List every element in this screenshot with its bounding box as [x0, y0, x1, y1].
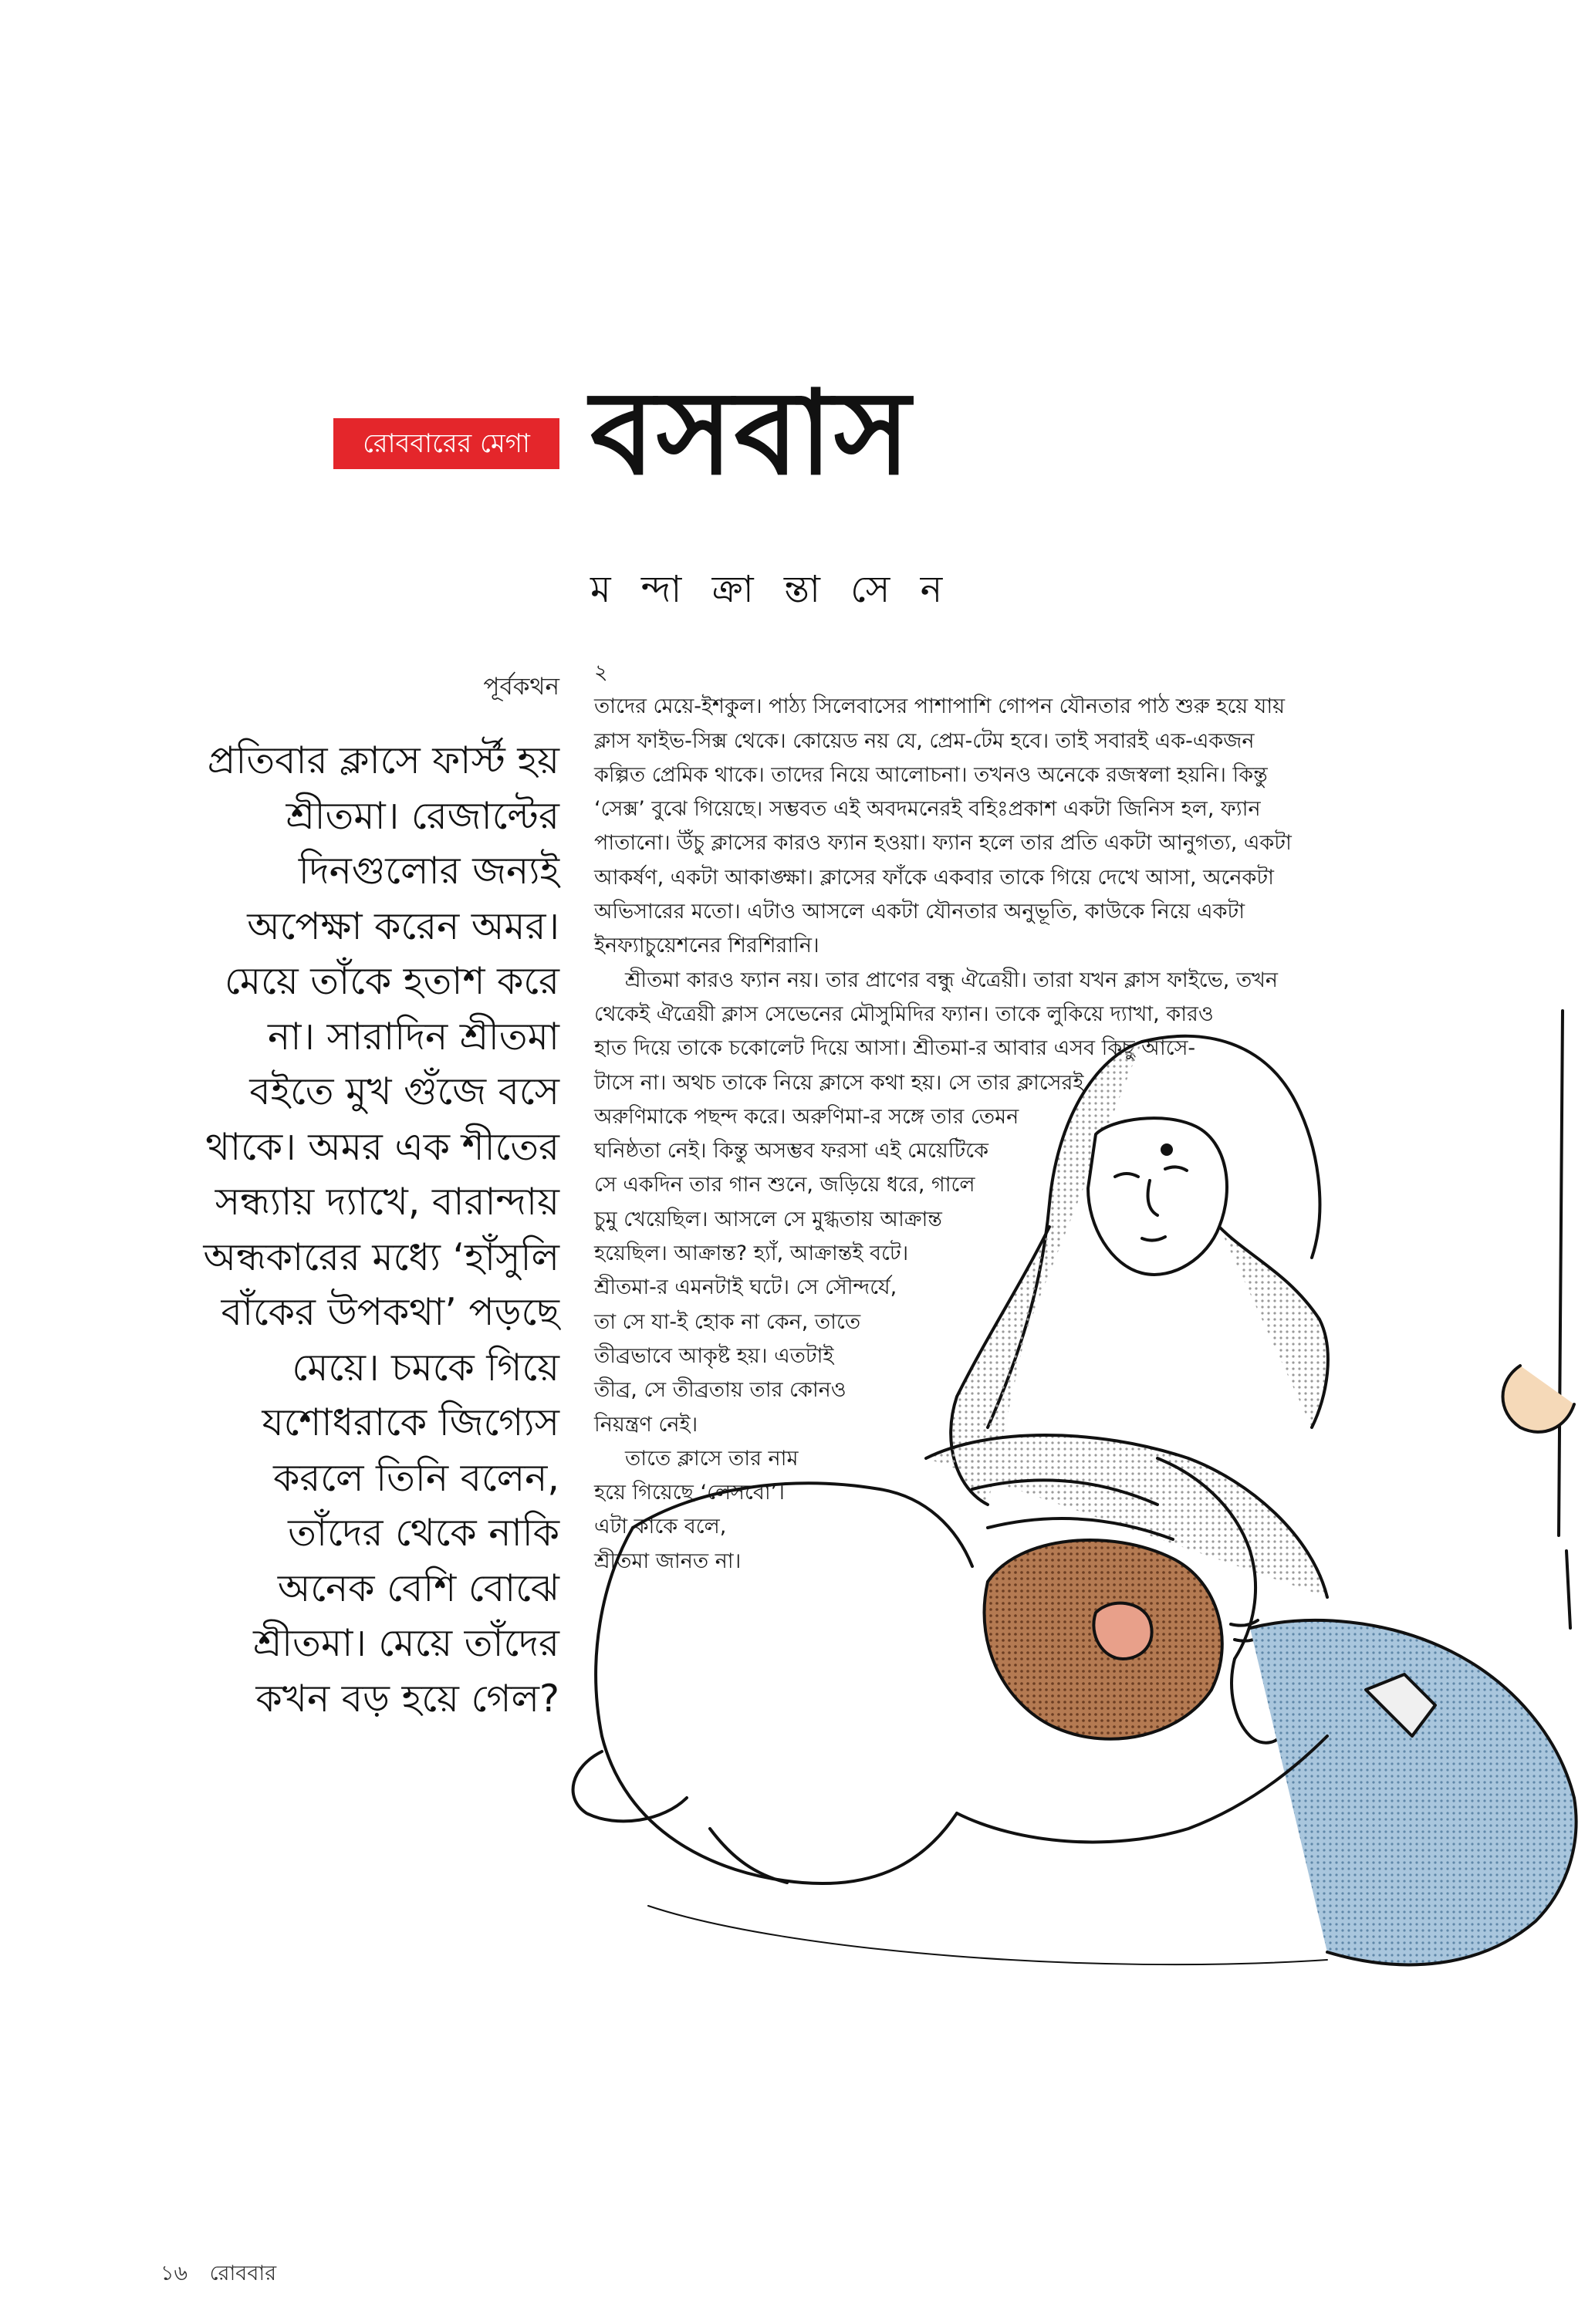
- body-line: ক্লাস ফাইভ-সিক্স থেকে। কোয়েড নয় যে, প্রেম-টেম হবে। তাই সবারই এক-একজন: [594, 728, 1255, 753]
- intro-line: প্রতিবার ক্লাসে ফার্স্ট হয়: [207, 738, 559, 782]
- intro-line: না। সারাদিন শ্রীতমা: [267, 1014, 559, 1059]
- page-footer: [161, 2258, 292, 2292]
- body-line: চুমু খেয়েছিল। আসলে সে মুগ্ধতায় আক্রান্ত: [594, 1207, 942, 1231]
- story-illustration: [556, 995, 1595, 2099]
- intro-line: বাঁকের উপকথা’ পড়ছে: [221, 1290, 559, 1334]
- intro-line: মেয়ে তাঁকে হতাশ করে: [225, 959, 559, 1003]
- body-line: ‘সেক্স’ বুঝে গিয়েছে। সম্ভবত এই অবদমনেরই বহিঃপ্রকাশ একটা জিনিস হল, ফ্যান: [594, 797, 1261, 822]
- body-line: তা সে যা-ই হোক না কেন, তাতে: [594, 1309, 861, 1334]
- intro-line: মেয়ে। চমকে গিয়ে: [292, 1345, 559, 1390]
- body-line: শ্রীতমা কারও ফ্যান নয়। তার প্রাণের বন্ধু ঐত্রেয়ী। তারা যখন ক্লাস ফাইভে, তখন: [625, 968, 1279, 992]
- intro-line: বইতে মুখ গুঁজে বসে: [249, 1069, 559, 1113]
- section-label: পূর্বকথন: [483, 673, 559, 701]
- intro-line: করলে তিনি বলেন,: [273, 1455, 559, 1500]
- body-line: হাত দিয়ে তাকে চকোলেট দিয়ে আসা। শ্রীতমা-র আবার এসব কিছু আসে-: [594, 1036, 1196, 1061]
- body-line: থেকেই ঐত্রেয়ী ক্লাস সেভেনের মৌসুমিদির ফ্যান। তাকে লুকিয়ে দ্যাখা, কারও: [594, 1002, 1214, 1026]
- intro-line: শ্রীতমা। মেয়ে তাঁদের: [253, 1621, 559, 1665]
- body-line: আকর্ষণ, একটা আকাঙ্ক্ষা। ক্লাসের ফাঁকে একবার তাকে গিয়ে দেখে আসা, অনেকটা: [594, 865, 1274, 890]
- intro-summary: [135, 733, 559, 1726]
- body-line: হয়ে গিয়েছে ‘লেসবো’।: [594, 1481, 785, 1505]
- intro-line: শ্রীতমা। রেজাল্টের: [286, 793, 559, 838]
- body-line: ইনফ্যাচুয়েশনের শিরশিরানি।: [594, 934, 819, 958]
- body-line: শ্রীতমা-র এমনটাই ঘটে। সে সৌন্দর্যে,: [594, 1275, 897, 1300]
- story-title: বসবাস: [590, 367, 912, 501]
- body-line: অরুণিমাকে পছন্দ করে। অরুণিমা-র সঙ্গে তার তেমন: [594, 1104, 1019, 1129]
- magazine-name: রোববার: [209, 2262, 277, 2285]
- intro-line: অপেক্ষা করেন অমর।: [247, 904, 559, 948]
- intro-line: তাঁদের থেকে নাকি: [288, 1511, 559, 1555]
- body-line: অভিসারের মতো। এটাও আসলে একটা যৌনতার অনুভূতি, কাউকে নিয়ে একটা: [594, 900, 1245, 924]
- body-line: এটা কাকে বলে,: [594, 1515, 727, 1539]
- body-line: ঘনিষ্ঠতা নেই। কিন্তু অসম্ভব ফরসা এই মেয়েটিকে: [594, 1139, 988, 1164]
- body-line: তীব্রভাবে আকৃষ্ট হয়। এতটাই: [594, 1343, 834, 1368]
- body-line: পাতানো। উঁচু ক্লাসের কারও ফ্যান হওয়া। ফ্যান হলে তার প্রতি একটা আনুগত্য, একটা: [594, 831, 1292, 856]
- body-line: টাসে না। অথচ তাকে নিয়ে ক্লাসে কথা হয়। সে তার ক্লাসেরই: [594, 1070, 1084, 1095]
- body-line: শ্রীতমা জানত না।: [594, 1549, 742, 1573]
- body-line: তীব্র, সে তীব্রতায় তার কোনও: [594, 1378, 846, 1403]
- body-line: তাদের মেয়ে-ইশকুল। পাঠ্য সিলেবাসের পাশাপাশি গোপন যৌনতার পাঠ শুরু হয়ে যায়: [594, 694, 1286, 719]
- body-line: কল্পিত প্রেমিক থাকে। তাদের নিয়ে আলোচনা। তখনও অনেকে রজস্বলা হয়নি। কিন্তু: [594, 762, 1268, 787]
- intro-line: অন্ধকারের মধ্যে ‘হাঁসুলি: [203, 1235, 559, 1279]
- intro-line: দিনগুলোর জন্যই: [298, 849, 559, 893]
- page-number: ১৬: [161, 2262, 188, 2285]
- body-line: তাতে ক্লাসে তার নাম: [625, 1446, 799, 1471]
- series-badge: রোববারের মেগা: [333, 418, 559, 469]
- body-line: হয়েছিল। আক্রান্ত? হ্যাঁ, আক্রান্তই বটে।: [594, 1241, 909, 1266]
- chapter-number: ২: [594, 660, 608, 684]
- intro-line: কখন বড় হয়ে গেল?: [255, 1676, 559, 1721]
- intro-line: সন্ধ্যায় দ্যাখে, বারান্দায়: [215, 1180, 559, 1224]
- body-line: নিয়ন্ত্রণ নেই।: [594, 1412, 698, 1437]
- intro-line: থাকে। অমর এক শীতের: [205, 1124, 559, 1169]
- intro-line: অনেক বেশি বোঝে: [277, 1566, 559, 1610]
- author-byline: ম ন্দা ক্রা ন্তা সে ন: [590, 568, 952, 611]
- intro-line: যশোধরাকে জিগ্যেস: [262, 1400, 559, 1444]
- body-line: সে একদিন তার গান শুনে, জড়িয়ে ধরে, গালে: [594, 1173, 975, 1197]
